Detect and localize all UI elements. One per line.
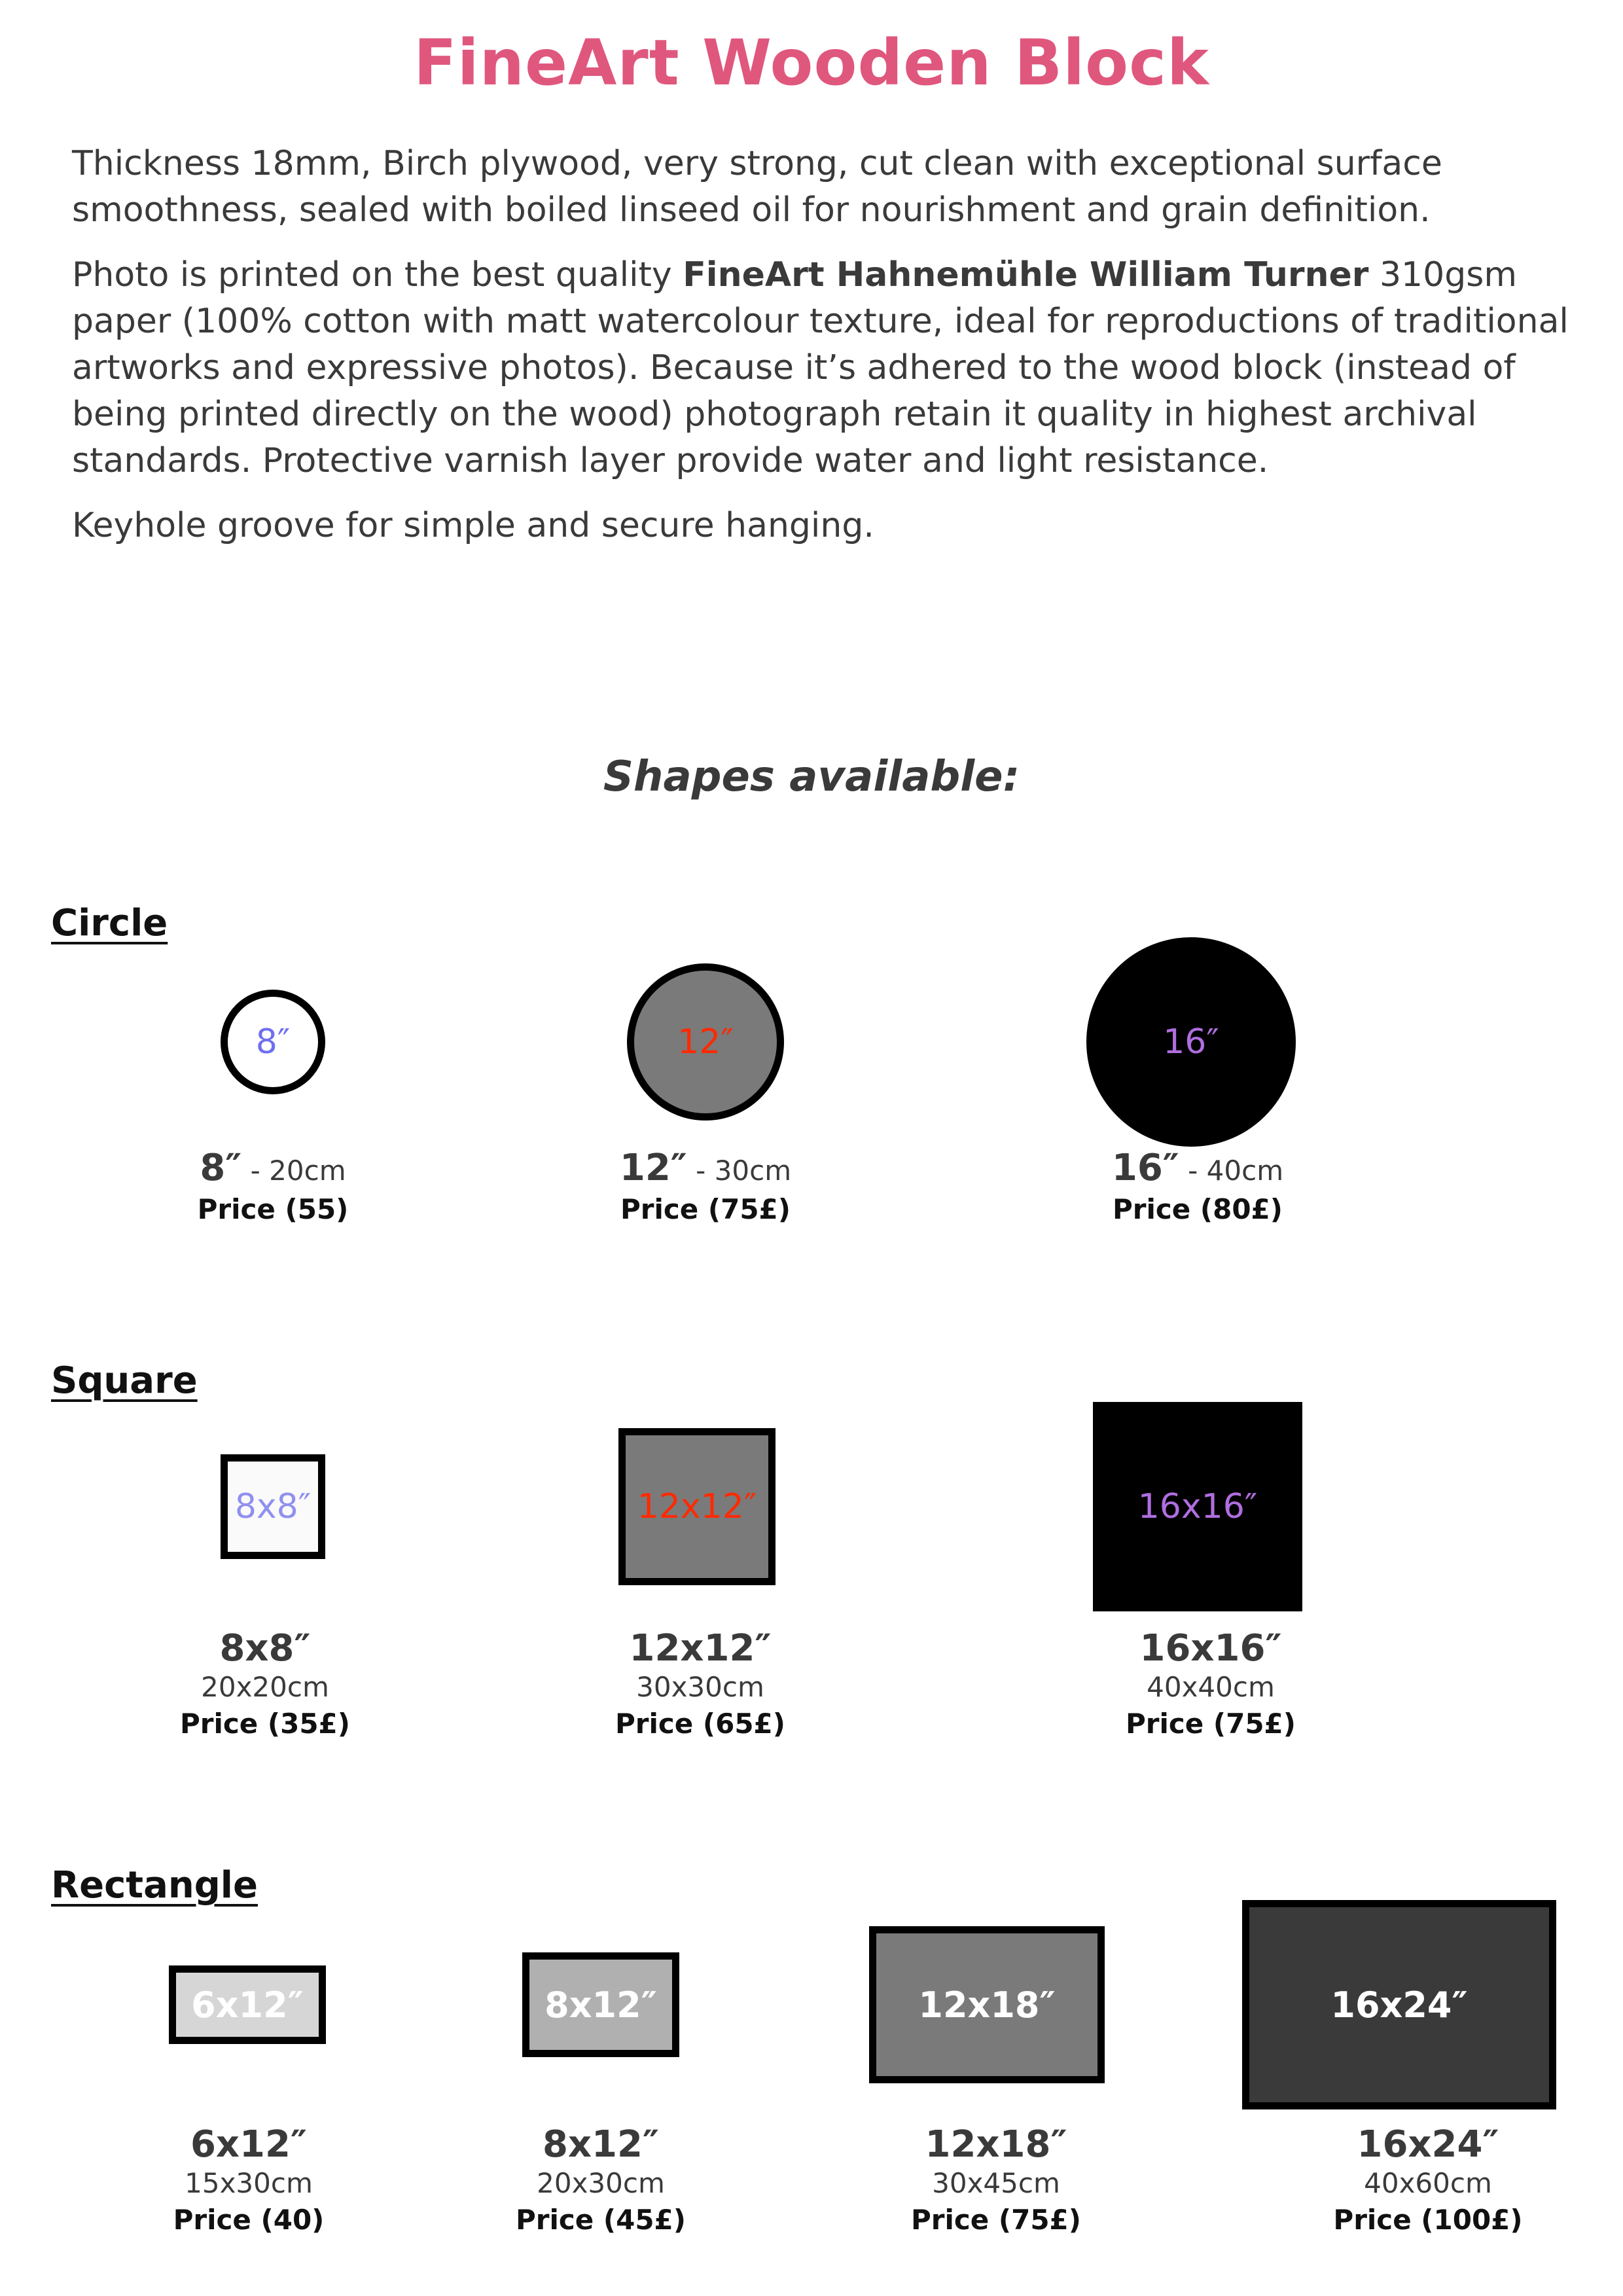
- circle-12-cm: - 30cm: [687, 1155, 792, 1187]
- rect-12x18-caption: [865, 2125, 1127, 2238]
- rect-6x12-shape: [169, 1965, 326, 2044]
- circle-12-caption: [575, 1148, 836, 1228]
- circle-8-label: 8″: [255, 1022, 291, 1062]
- square-16-shape: [1093, 1402, 1302, 1611]
- circle-16-caption: [1067, 1148, 1329, 1228]
- intro-paragraph-hanging: Keyhole groove for simple and secure hanging.: [72, 506, 874, 545]
- rect-12x18-shape: [869, 1926, 1105, 2083]
- rect-12x18-label: 12x18″: [918, 1984, 1056, 2026]
- rect-16x24-price: Price (100£): [1333, 2204, 1523, 2236]
- section-label-rectangle: Rectangle: [51, 1864, 258, 1907]
- square-16-size: 16x16″: [1139, 1627, 1282, 1670]
- rect-12x18-price: Price (75£): [911, 2204, 1081, 2236]
- intro-print-after: 310gsm paper (100% cotton with matt watercolour texture, ideal for reproductions of traditional artworks and expressive photos). Because it’s adhered to the wood block (instead of being printed directly on the wood) photograph retain it quality in highest archival standards. Protective varnish layer provide water and light resistance.: [72, 255, 1569, 480]
- rect-16x24-shape: [1242, 1900, 1556, 2109]
- rect-8x12-shape: [522, 1952, 679, 2057]
- intro-paragraph-material: Thickness 18mm, Birch plywood, very strong, cut clean with exceptional surface smoothness, sealed with boiled linseed oil for nourishment and grain definition.: [72, 144, 1442, 230]
- paper-name: FineArt Hahnemühle William Turner: [683, 255, 1369, 295]
- circle-12-price: Price (75£): [620, 1193, 791, 1225]
- square-8-price: Price (35£): [180, 1708, 350, 1740]
- square-8-label: 8x8″: [234, 1487, 312, 1526]
- square-12-cm: 30x30cm: [636, 1671, 764, 1703]
- rect-12x18-size: 12x18″: [925, 2123, 1067, 2166]
- rect-6x12-cm: 15x30cm: [185, 2167, 313, 2199]
- section-label-square: Square: [51, 1359, 198, 1402]
- square-12-size: 12x12″: [629, 1627, 772, 1670]
- rect-12x18-cm: 30x45cm: [932, 2167, 1060, 2199]
- square-16-price: Price (75£): [1126, 1708, 1296, 1740]
- circle-16-price: Price (80£): [1113, 1193, 1283, 1225]
- square-8-cm: 20x20cm: [201, 1671, 329, 1703]
- rect-8x12-label: 8x12″: [544, 1984, 657, 2026]
- circle-8-caption: [142, 1148, 404, 1228]
- rect-6x12-caption: [118, 2125, 380, 2238]
- circle-12-shape: [627, 963, 784, 1121]
- rect-6x12-label: 6x12″: [191, 1984, 304, 2026]
- rect-16x24-label: 16x24″: [1330, 1984, 1468, 2026]
- intro-paragraph-print: [72, 252, 1577, 484]
- page-title: FineArt Wooden Block: [414, 26, 1209, 99]
- square-16-cm: 40x40cm: [1147, 1671, 1275, 1703]
- intro-print-before: Photo is printed on the best quality: [72, 255, 683, 295]
- square-12-shape: [618, 1428, 776, 1585]
- circle-8-size: 8″: [200, 1147, 242, 1189]
- circle-16-cm: - 40cm: [1179, 1155, 1284, 1187]
- square-8-caption: [134, 1628, 396, 1742]
- rect-8x12-caption: [470, 2125, 732, 2238]
- rect-16x24-size: 16x24″: [1357, 2123, 1499, 2166]
- square-8-shape: [221, 1454, 325, 1559]
- square-16-label: 16x16″: [1137, 1487, 1258, 1526]
- circle-12-label: 12″: [677, 1022, 734, 1062]
- shapes-heading: Shapes available:: [603, 753, 1020, 801]
- circle-16-label: 16″: [1163, 1022, 1219, 1062]
- square-8-size: 8x8″: [219, 1627, 311, 1670]
- rect-16x24-caption: [1297, 2125, 1559, 2238]
- circle-8-shape: [221, 990, 325, 1094]
- square-12-price: Price (65£): [615, 1708, 785, 1740]
- circle-16-size: 16″: [1111, 1147, 1179, 1189]
- circle-16-shape: [1086, 937, 1296, 1147]
- rect-16x24-cm: 40x60cm: [1364, 2167, 1492, 2199]
- section-label-circle: Circle: [51, 902, 168, 944]
- rect-6x12-size: 6x12″: [190, 2123, 308, 2166]
- rect-8x12-cm: 20x30cm: [537, 2167, 665, 2199]
- rect-8x12-size: 8x12″: [542, 2123, 660, 2166]
- square-16-caption: [1080, 1628, 1342, 1742]
- rect-8x12-price: Price (45£): [516, 2204, 686, 2236]
- square-12-caption: [569, 1628, 831, 1742]
- rect-6x12-price: Price (40): [173, 2204, 325, 2236]
- square-12-label: 12x12″: [637, 1487, 757, 1526]
- circle-8-cm: - 20cm: [241, 1155, 346, 1187]
- circle-12-size: 12″: [619, 1147, 687, 1189]
- circle-8-price: Price (55): [197, 1193, 349, 1225]
